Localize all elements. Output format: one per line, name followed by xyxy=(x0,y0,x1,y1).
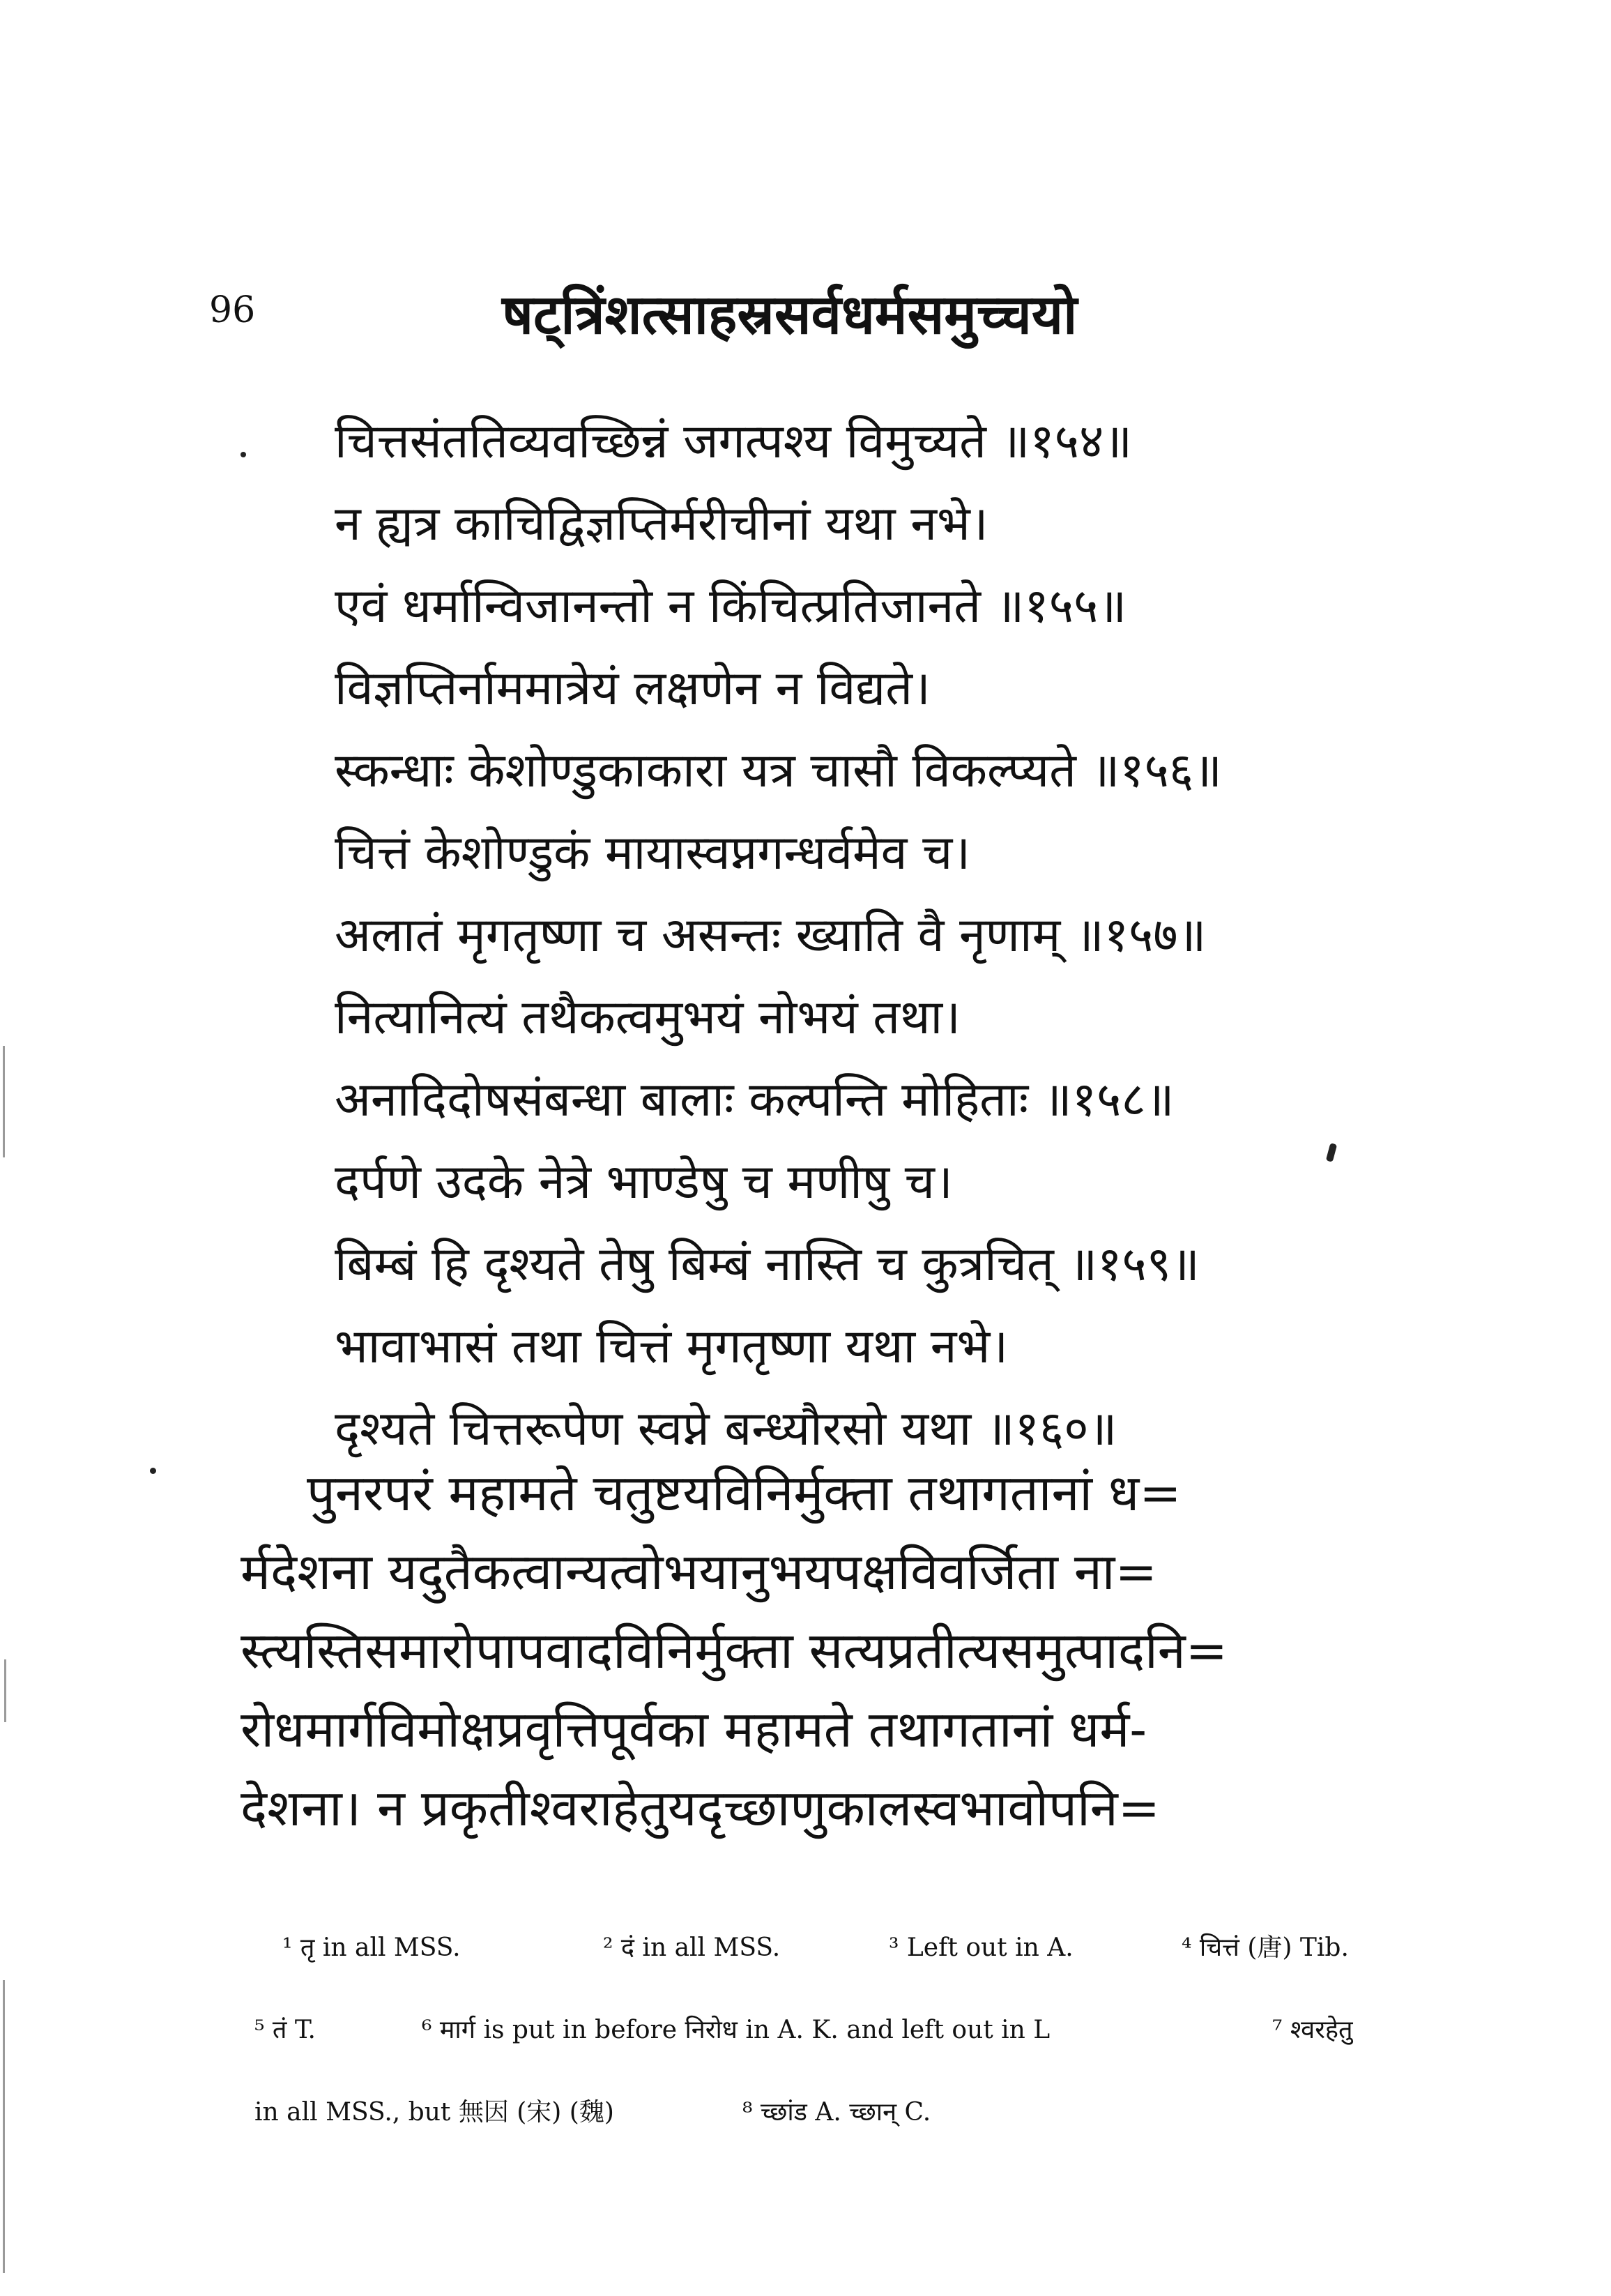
footnote-4: ⁴ चित्तं (唐) Tib. xyxy=(1182,1933,1349,1962)
verse-line-156: स्कन्धाः केशोण्डुकाकारा यत्र चासौ विकल्प्यते ॥१५६॥ xyxy=(335,743,1222,798)
prose-line: स्त्यस्तिसमारोपापवादविनिर्मुक्ता सत्यप्रतीत्यसमुत्पादनि= xyxy=(240,1621,1228,1680)
page-header xyxy=(209,275,1436,352)
footnotes xyxy=(254,1907,1433,2154)
footnote-row-3 xyxy=(254,2071,1433,2154)
verse-line: नित्यानित्यं तथैकत्वमुभयं नोभयं तथा। xyxy=(335,990,961,1045)
footnote-3: ³ Left out in A. xyxy=(889,1933,1074,1962)
verse-line-154: चित्तसंततिव्यवच्छिन्नं जगत्पश्य विमुच्यते ॥१५४॥ xyxy=(335,414,1133,469)
verse-line: न ह्यत्र काचिद्विज्ञप्तिर्मरीचीनां यथा नभे। xyxy=(335,496,988,552)
footnote-1: ¹ तृ in all MSS. xyxy=(282,1933,461,1962)
footnote-6: ⁶ मार्ग is put in before निरोध in A. K. and left out in L xyxy=(422,2016,1051,2044)
running-title: षट्त्रिंशत्साहस्रसर्वधर्मसमुच्चयो xyxy=(502,283,1078,347)
verse-block xyxy=(335,401,1422,1470)
footnote-7: ⁷ श्वरहेतु xyxy=(1272,2016,1353,2044)
footnote-8: ⁸ च्छांड A. च्छान् C. xyxy=(742,2098,931,2127)
verse-line-159: बिम्बं हि दृश्यते तेषु बिम्बं नास्ति च कुत्रचित् ॥१५९॥ xyxy=(335,1237,1200,1292)
scan-edge-mark xyxy=(4,1659,6,1722)
prose-line: पुनरपरं महामते चतुष्टयविनिर्मुक्ता तथागतानां ध= xyxy=(307,1463,1182,1522)
verse-line-155: एवं धर्मान्विजानन्तो न किंचित्प्रतिजानते ॥१५५॥ xyxy=(335,579,1127,634)
prose-line: रोधमार्गविमोक्षप्रवृत्तिपूर्वका महामते तथागतानां धर्म- xyxy=(240,1700,1147,1758)
ink-speck xyxy=(150,1468,156,1474)
scan-edge-mark xyxy=(3,1980,5,2273)
prose-line: देशना। न प्रकृतीश्वराहेतुयदृच्छाणुकालस्वभावोपनि= xyxy=(240,1779,1161,1837)
verse-line-160: दृश्यते चित्तरूपेण स्वप्ने बन्ध्यौरसो यथा ॥१६०॥ xyxy=(335,1401,1117,1457)
prose-paragraph xyxy=(240,1454,1426,1848)
footnote-7-continued: in all MSS., but 無因 (宋) (魏) xyxy=(254,2098,614,2127)
prose-line: र्मदेशना यदुतैकत्वान्यत्वोभयानुभयपक्षविवर्जिता ना= xyxy=(240,1542,1157,1601)
verse-line: भावाभासं तथा चित्तं मृगतृष्णा यथा नभे। xyxy=(335,1319,1009,1374)
verse-line: दर्पणे उदके नेत्रे भाण्डेषु च मणीषु च। xyxy=(335,1155,953,1210)
verse-line-158: अनादिदोषसंबन्धा बालाः कल्पन्ति मोहिताः ॥१५८॥ xyxy=(335,1072,1175,1127)
verse-line: विज्ञप्तिर्नाममात्रेयं लक्षणेन न विद्यते। xyxy=(335,661,931,716)
footnote-5: ⁵ तं T. xyxy=(254,2016,316,2044)
verse-line-157: अलातं मृगतृष्णा च असन्तः ख्याति वै नृणाम् ॥१५७॥ xyxy=(335,908,1207,963)
ink-speck xyxy=(240,452,246,457)
page-number: 96 xyxy=(209,289,256,331)
scan-edge-mark xyxy=(3,1046,5,1157)
footnote-row-1 xyxy=(254,1907,1433,1989)
footnote-2: ² दं in all MSS. xyxy=(603,1933,781,1962)
footnote-row-2 xyxy=(254,1989,1433,2071)
verse-line: चित्तं केशोण्डुकं मायास्वप्नगन्धर्वमेव च। xyxy=(335,826,971,881)
